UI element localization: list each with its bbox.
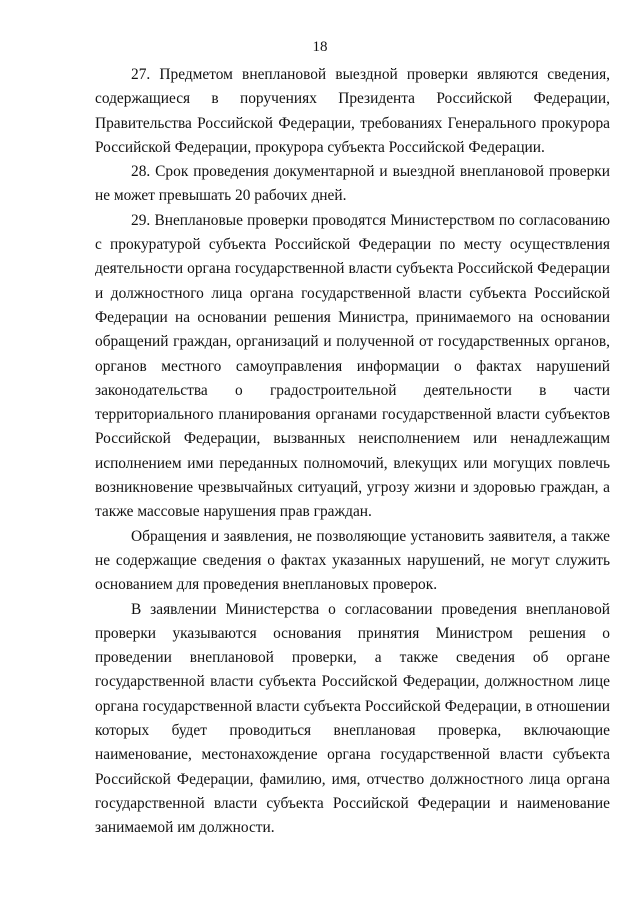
document-body bbox=[95, 63, 610, 841]
paragraph-anonymous-appeals: Обращения и заявления, не позволяющие установить заявителя, а также не содержащие сведения о фактах указанных нарушений, не могут служить основанием для проведения внеплановых проверок. bbox=[95, 527, 610, 594]
paragraph-27: 27. Предметом внеплановой выездной проверки являются сведения, содержащиеся в поручениях Президента Российской Федерации, Правительства Российской Федерации, требованиях Генерального прокурора Российской Федерации, прокурора субъекта Российской Федерации. bbox=[95, 66, 610, 156]
page-number: 18 bbox=[312, 39, 328, 55]
paragraph-28: 28. Срок проведения документарной и выездной внеплановой проверки не может превышать 20 рабочих дней. bbox=[95, 163, 610, 205]
paragraph-application-contents: В заявлении Министерства о согласовании проведения внеплановой проверки указываются основания принятия Министром решения о проведении внеплановой проверки, а также сведения об органе государственной власти субъекта Российской Федерации, должностном лице органа государственной власти субъекта Российской Федерации, в отношении которых будет проводиться внеплановая проверка, включающие наименование, местонахождение органа государственной власти субъекта Российской Федерации, фамилию, имя, отчество должностного лица органа государственной власти субъекта Российской Федерации и наименование занимаемой им должности. bbox=[95, 600, 610, 837]
paragraph-29: 29. Внеплановые проверки проводятся Министерством по согласованию с прокуратурой субъекта Российской Федерации по месту осуществления деятельности органа государственной власти субъекта Российской Федерации и должностного лица органа государственной власти субъекта Российской Федерации на основании решения Министра, принимаемого на основании обращений граждан, организаций и полученной от государственных органов, органов местного самоуправления информации о фактах нарушений законодательства о градостроительной деятельности в части территориального планирования органами государственной власти субъектов Российской Федерации, вызванных неисполнением или ненадлежащим исполнением ими переданных полномочий, влекущих или могущих повлечь возникновение чрезвычайных ситуаций, угрозу жизни и здоровью граждан, а также массовые нарушения прав граждан. bbox=[95, 211, 610, 521]
